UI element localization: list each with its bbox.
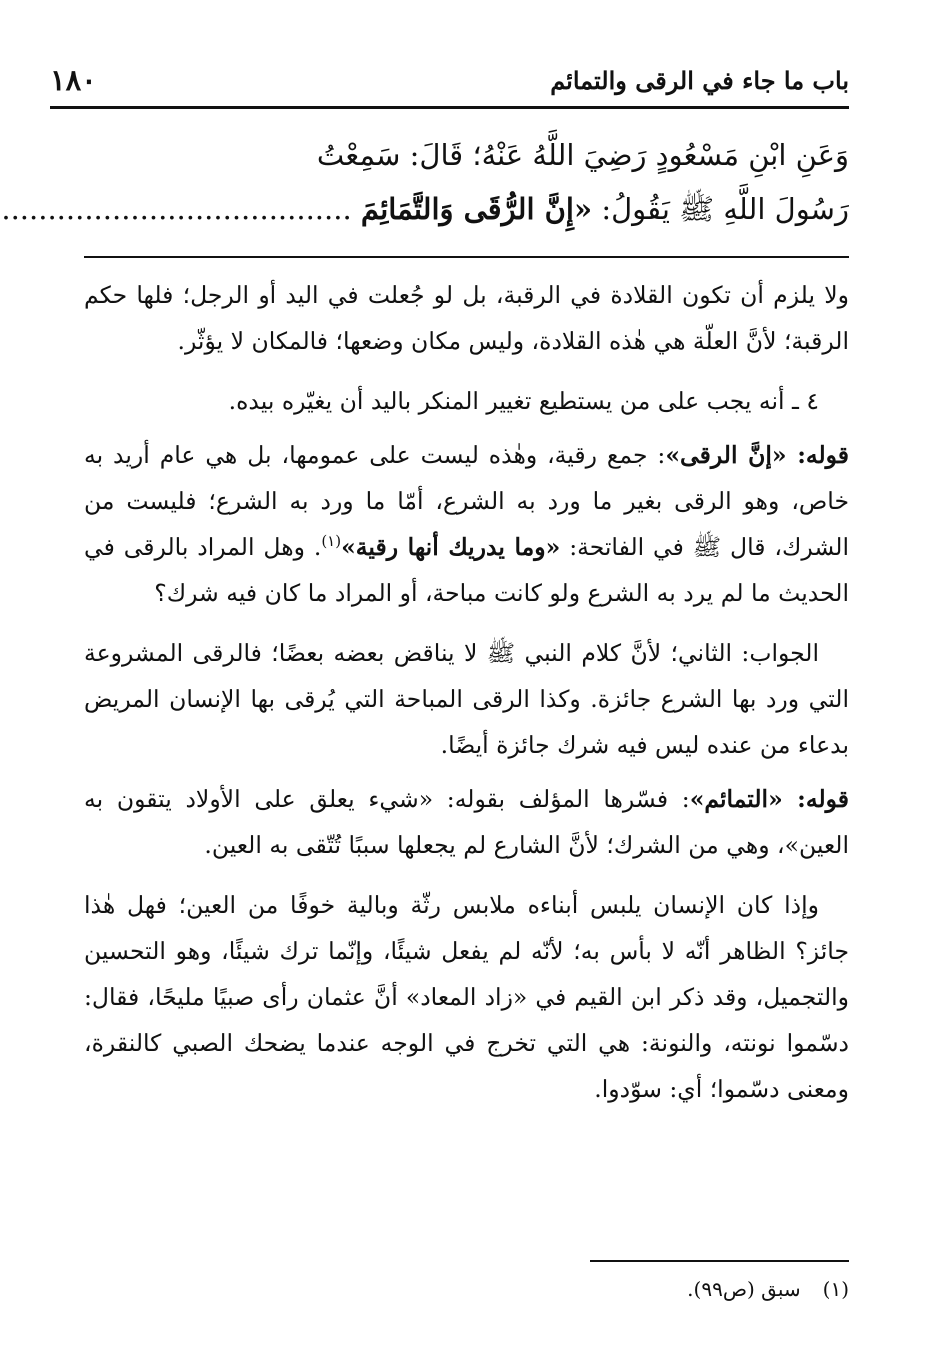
paragraph-5-lead: قوله: «التمائم»: [689, 785, 849, 813]
hadith-quote: «إِنَّ الرُّقَى وَالتَّمَائِمَ: [360, 192, 593, 226]
footnote-text: سبق (ص٩٩).: [687, 1277, 801, 1301]
footnote-rule: [590, 1260, 849, 1262]
footnote: [84, 1272, 849, 1306]
hadith-rule: [84, 256, 849, 258]
hadith-line-2: [1, 182, 849, 236]
hadith-text: [1, 128, 849, 236]
paragraph-4: الجواب: الثاني؛ لأنَّ كلام النبي ﷺ لا يناقض بعضه بعضًا؛ فالرقى المشروعة التي ورد بها الشرع جائزة. وكذا الرقى المباحة التي يُرقى بها الإنسان المريض بدعاء من عنده ليس فيه شرك جائزة أيضًا.: [84, 639, 849, 759]
paragraph-5-text: : فسّرها المؤلف بقوله: «شيء يعلق على الأولاد يتقون به العين»، وهي من الشرك؛ لأنَّ الشارع لم يجعلها سببًا تُتّقى به العين.: [84, 785, 849, 859]
paragraph-6: وإذا كان الإنسان يلبس أبناءه ملابس رثّة وبالية خوفًا من العين؛ فهل هٰذا جائز؟ الظاهر أنّه لا بأس به؛ لأنّه لم يفعل شيئًا، وإنّما ترك شيئًا، وهو التحسين والتجميل، وقد ذكر ابن القيم في «زاد المعاد» أنَّ عثمان رأى صبيًا مليحًا، فقال: دسّموا نونته، والنونة: هي التي تخرج في الوجه عندما يضحك الصبي كالنقرة، ومعنى دسّموا؛ أي: سوّدوا.: [84, 891, 849, 1103]
commentary-body: [84, 272, 849, 1112]
page-number: ١٨٠: [50, 63, 97, 97]
paragraph-3-quote: «وما يدريك أنها رقية»: [341, 533, 561, 561]
hadith-ellipsis: ......................................: [1, 192, 352, 226]
hadith-line-1: وَعَنِ ابْنِ مَسْعُودٍ رَضِيَ اللَّهُ عَنْهُ؛ قَالَ: سَمِعْتُ: [316, 138, 849, 172]
paragraph-3-lead: قوله: «إنَّ الرقى»: [665, 441, 849, 469]
footnote-number: (١): [822, 1277, 849, 1301]
paragraph-3: [84, 432, 849, 616]
paragraph-2: ٤ ـ أنه يجب على من يستطيع تغيير المنكر باليد أن يغيّره بيده.: [228, 387, 819, 415]
paragraph-3-text: : جمع رقية، وهٰذه ليست على عمومها، بل هي عام أريد به خاص، وهو الرقى بغير ما ورد به الشرع، أمّا ما ورد به الشرع؛ فليست من الشرك، قال ﷺ في الفاتحة:: [84, 441, 849, 561]
paragraph-3-text-2: . وهل المراد بالرقى في الحديث ما لم يرد به الشرع ولو كانت مباحة، أو المراد ما كان فيه شرك؟: [84, 533, 849, 607]
header-rule: [50, 106, 849, 109]
running-title: باب ما جاء في الرقى والتمائم: [550, 65, 849, 95]
paragraph-5: [84, 776, 849, 868]
hadith-intro: رَسُولَ اللَّهِ ﷺ يَقُولُ:: [592, 192, 849, 226]
paragraph-1: ولا يلزم أن تكون القلادة في الرقبة، بل لو جُعلت في اليد أو الرجل؛ فلها حكم الرقبة؛ لأنَّ العلّة هي هٰذه القلادة، وليس مكان وضعها؛ فالمكان لا يؤثّر.: [84, 281, 849, 355]
footnote-reference: (١): [321, 532, 342, 551]
page-header: [50, 58, 849, 102]
